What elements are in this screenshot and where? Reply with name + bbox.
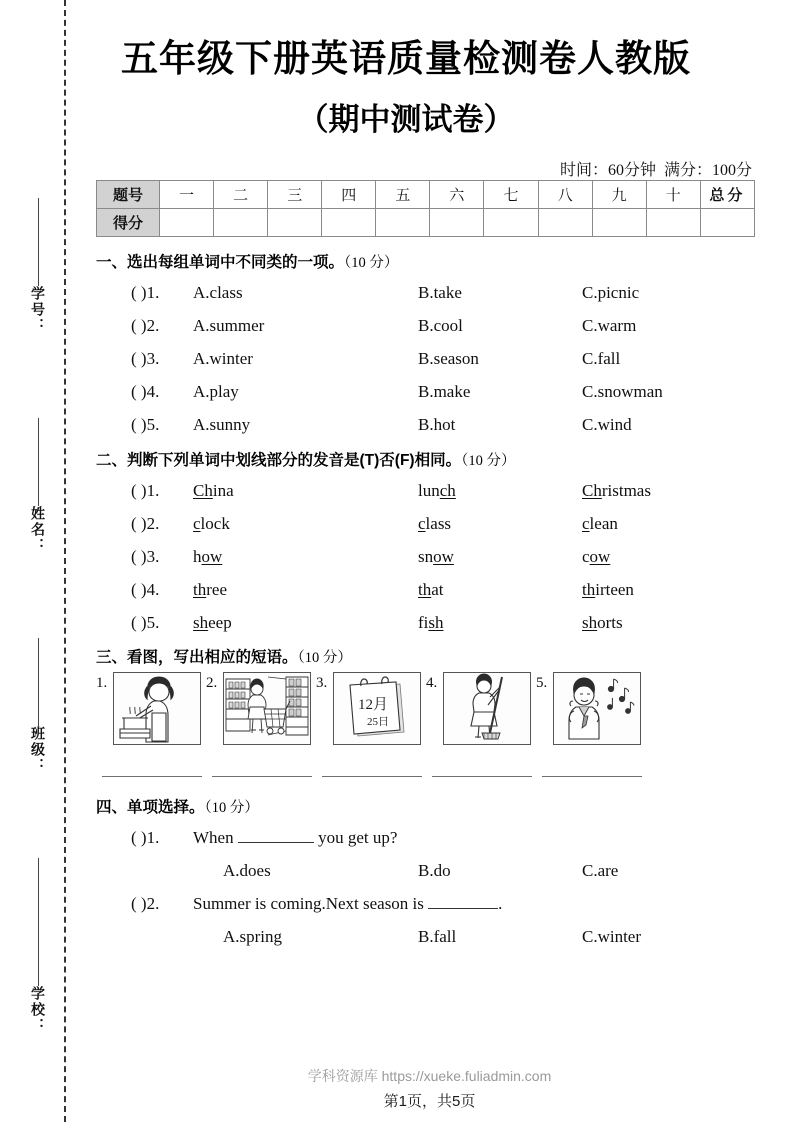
question-row — [96, 514, 756, 536]
score-cell-1[interactable] — [160, 209, 214, 237]
word-prefix: h — [193, 547, 202, 566]
word-prefix: fi — [418, 613, 429, 632]
listening-music-picture — [553, 672, 641, 745]
side-field-school — [18, 852, 58, 1034]
question-row — [96, 415, 756, 437]
underlined-phoneme: c — [582, 514, 590, 533]
question-row — [96, 894, 756, 916]
fill-blank[interactable] — [428, 894, 498, 909]
underlined-phoneme: c — [193, 514, 201, 533]
side-field-class — [18, 632, 58, 774]
fill-blank[interactable] — [238, 828, 314, 843]
question-row — [96, 316, 756, 338]
score-table — [96, 180, 755, 237]
section-heading-text: 一、选出每组单词中不同类的一项。 — [96, 254, 345, 271]
question-row — [96, 283, 756, 305]
answer-paren[interactable]: ( )5. — [131, 415, 160, 434]
page-title: 五年级下册英语质量检测卷人教版 — [121, 39, 691, 80]
word-suffix: ree — [206, 580, 227, 599]
option-a[interactable]: A.play — [193, 382, 239, 401]
section-heading-1 — [96, 250, 398, 272]
question-row — [96, 580, 756, 602]
underlined-phoneme: sh — [428, 613, 444, 632]
option-row — [96, 861, 756, 883]
word-a — [193, 547, 222, 567]
score-cell-3[interactable] — [268, 209, 322, 237]
option-a[interactable]: A.sunny — [193, 415, 251, 434]
answer-paren[interactable]: ( )4. — [131, 382, 160, 401]
table-row-scores — [97, 209, 755, 237]
question-row — [96, 382, 756, 404]
option-c[interactable]: C.fall — [582, 349, 621, 368]
word-suffix: eep — [208, 613, 232, 632]
sweeping-picture — [443, 672, 531, 745]
picture-item-2 — [206, 672, 316, 744]
picture-number: 5. — [536, 675, 548, 691]
word-a — [193, 613, 232, 633]
word-suffix: orts — [597, 613, 623, 632]
option-b[interactable]: B.take — [418, 283, 462, 302]
question-stem — [193, 894, 502, 914]
section-points: （10 分） — [344, 255, 399, 271]
exam-sheet — [66, 0, 793, 1122]
stem-prefix: Summer is coming.Next season is — [193, 894, 429, 913]
score-table-row-label: 得分 — [97, 209, 160, 237]
side-field-label: 姓名： — [30, 506, 46, 554]
score-table-col-1: 一 — [160, 181, 214, 209]
word-b — [418, 547, 454, 567]
answer-paren[interactable]: ( )2. — [131, 894, 160, 913]
answer-line[interactable] — [542, 776, 642, 777]
word-suffix: lean — [589, 514, 618, 533]
score-table-col-6: 六 — [430, 181, 484, 209]
underlined-phoneme: sh — [193, 613, 209, 632]
underlined-phoneme: c — [418, 514, 426, 533]
score-table-col-8: 八 — [538, 181, 592, 209]
footer-page-number: 第1页，共5页 — [383, 1093, 476, 1110]
option-row — [96, 927, 756, 949]
shopping-picture — [223, 672, 311, 745]
underlined-phoneme: Ch — [193, 481, 213, 500]
word-a — [193, 514, 230, 534]
picture-number: 3. — [316, 675, 328, 691]
score-table-col-9: 九 — [592, 181, 646, 209]
write-rule — [38, 198, 39, 286]
word-prefix: c — [582, 547, 590, 566]
section-heading-text: 三、看图，写出相应的短语。 — [96, 649, 298, 666]
score-cell-9[interactable] — [592, 209, 646, 237]
score-cell-7[interactable] — [484, 209, 538, 237]
underlined-phoneme: ow — [433, 547, 454, 566]
option-a[interactable]: A.class — [193, 283, 243, 302]
option-c[interactable]: C.are — [582, 861, 619, 880]
score-table-col-total: 总分 — [700, 181, 754, 209]
answer-paren[interactable]: ( )2. — [131, 514, 160, 533]
stem-suffix: . — [498, 894, 503, 913]
option-c[interactable]: C.wind — [582, 415, 632, 434]
picture-item-3 — [316, 672, 426, 744]
option-c[interactable]: C.snowman — [582, 382, 663, 401]
section-heading-4 — [96, 795, 259, 817]
option-a[interactable]: A.winter — [193, 349, 253, 368]
word-b — [418, 481, 456, 501]
option-c[interactable]: C.picnic — [582, 283, 640, 302]
picture-number: 2. — [206, 675, 218, 691]
underlined-phoneme: ow — [589, 547, 611, 566]
exam-meta-info: 时间：60分钟 满分：100分 — [559, 162, 752, 179]
score-table-col-4: 四 — [322, 181, 376, 209]
score-cell-total[interactable] — [700, 209, 754, 237]
word-suffix: lass — [425, 514, 452, 533]
question-stem — [193, 828, 397, 848]
word-suffix: lock — [200, 514, 230, 533]
cooking-picture — [113, 672, 201, 745]
side-field-label: 班级： — [30, 726, 46, 774]
word-prefix: lun — [418, 481, 440, 500]
option-c[interactable]: C.warm — [582, 316, 637, 335]
score-table-col-10: 十 — [646, 181, 700, 209]
page-subtitle: （期中测试卷） — [297, 102, 515, 137]
word-c — [582, 547, 610, 567]
score-cell-5[interactable] — [376, 209, 430, 237]
score-cell-6[interactable] — [430, 209, 484, 237]
word-b — [418, 613, 444, 633]
question-row — [96, 828, 756, 850]
answer-paren[interactable]: ( )3. — [131, 349, 160, 368]
option-b[interactable]: B.make — [418, 382, 471, 401]
section-heading-text: 二、判断下列单词中划线部分的发音是(T)否(F)相同。 — [96, 452, 462, 469]
score-cell-10[interactable] — [646, 209, 700, 237]
option-b[interactable]: B.do — [418, 861, 451, 880]
option-b[interactable]: B.cool — [418, 316, 463, 335]
answer-paren[interactable]: ( )1. — [131, 283, 160, 302]
underlined-phoneme: sh — [582, 613, 598, 632]
word-c — [582, 580, 634, 600]
answer-line[interactable] — [432, 776, 532, 777]
score-table-col-2: 二 — [214, 181, 268, 209]
picture-item-5 — [536, 672, 646, 744]
calendar-month-text: 12月 — [358, 697, 389, 713]
option-b[interactable]: B.season — [418, 349, 479, 368]
question-row — [96, 349, 756, 371]
option-a[interactable]: A.summer — [193, 316, 265, 335]
answer-paren[interactable]: ( )1. — [131, 481, 160, 500]
score-cell-2[interactable] — [214, 209, 268, 237]
word-suffix: ina — [212, 481, 234, 500]
table-row-question-numbers — [97, 181, 755, 209]
word-prefix: sn — [418, 547, 434, 566]
answer-line[interactable] — [212, 776, 312, 777]
section-points: （10 分） — [461, 453, 516, 469]
option-b[interactable]: B.hot — [418, 415, 456, 434]
underlined-phoneme: ow — [201, 547, 223, 566]
underlined-phoneme: th — [582, 580, 596, 599]
picture-number: 1. — [96, 675, 108, 691]
word-c — [582, 481, 651, 501]
side-field-label: 学号： — [30, 286, 46, 334]
footer-source-watermark: 学科资源库 https://xueke.fuliadmin.com — [307, 1068, 552, 1084]
score-table-col-3: 三 — [268, 181, 322, 209]
calendar-picture — [333, 672, 421, 745]
answer-line[interactable] — [102, 776, 202, 777]
picture-item-4 — [426, 672, 536, 744]
section-points: （10 分） — [204, 800, 259, 816]
write-rule — [38, 858, 39, 986]
side-field-student-id — [18, 192, 58, 334]
stem-suffix: you get up? — [313, 828, 398, 847]
answer-paren[interactable]: ( )1. — [131, 828, 160, 847]
section-heading-2 — [96, 448, 515, 470]
option-b[interactable]: B.fall — [418, 927, 457, 946]
write-rule — [38, 418, 39, 506]
word-c — [582, 514, 618, 534]
option-c[interactable]: C.winter — [582, 927, 642, 946]
answer-paren[interactable]: ( )4. — [131, 580, 160, 599]
word-a — [193, 481, 234, 501]
picture-number: 4. — [426, 675, 438, 691]
calendar-day-text: 25日 — [367, 716, 389, 728]
side-field-name — [18, 412, 58, 554]
section-points: （10 分） — [297, 650, 352, 666]
picture-question-strip — [96, 672, 768, 747]
option-a[interactable]: A.spring — [223, 927, 283, 946]
picture-item-1 — [96, 672, 206, 744]
question-row — [96, 547, 756, 569]
underlined-phoneme: th — [193, 580, 207, 599]
word-a — [193, 580, 227, 600]
word-c — [582, 613, 623, 633]
score-table-col-5: 五 — [376, 181, 430, 209]
score-table-col-7: 七 — [484, 181, 538, 209]
word-b — [418, 514, 451, 534]
binding-strip — [0, 0, 66, 1122]
underlined-phoneme: th — [418, 580, 432, 599]
question-row — [96, 613, 756, 635]
answer-paren[interactable]: ( )3. — [131, 547, 160, 566]
score-cell-8[interactable] — [538, 209, 592, 237]
answer-line[interactable] — [322, 776, 422, 777]
section-heading-3 — [96, 645, 352, 667]
word-suffix: irteen — [595, 580, 634, 599]
option-a[interactable]: A.does — [223, 861, 271, 880]
answer-paren[interactable]: ( )2. — [131, 316, 160, 335]
answer-paren[interactable]: ( )5. — [131, 613, 160, 632]
side-field-label: 学校： — [30, 986, 46, 1034]
question-row — [96, 481, 756, 503]
word-suffix: at — [431, 580, 444, 599]
section-heading-text: 四、单项选择。 — [96, 799, 205, 816]
stem-prefix: When — [193, 828, 238, 847]
score-cell-4[interactable] — [322, 209, 376, 237]
word-b — [418, 580, 444, 600]
word-suffix: ristmas — [601, 481, 651, 500]
underlined-phoneme: ch — [439, 481, 456, 500]
write-rule — [38, 638, 39, 726]
score-table-row-label: 题号 — [97, 181, 160, 209]
underlined-phoneme: Ch — [582, 481, 602, 500]
